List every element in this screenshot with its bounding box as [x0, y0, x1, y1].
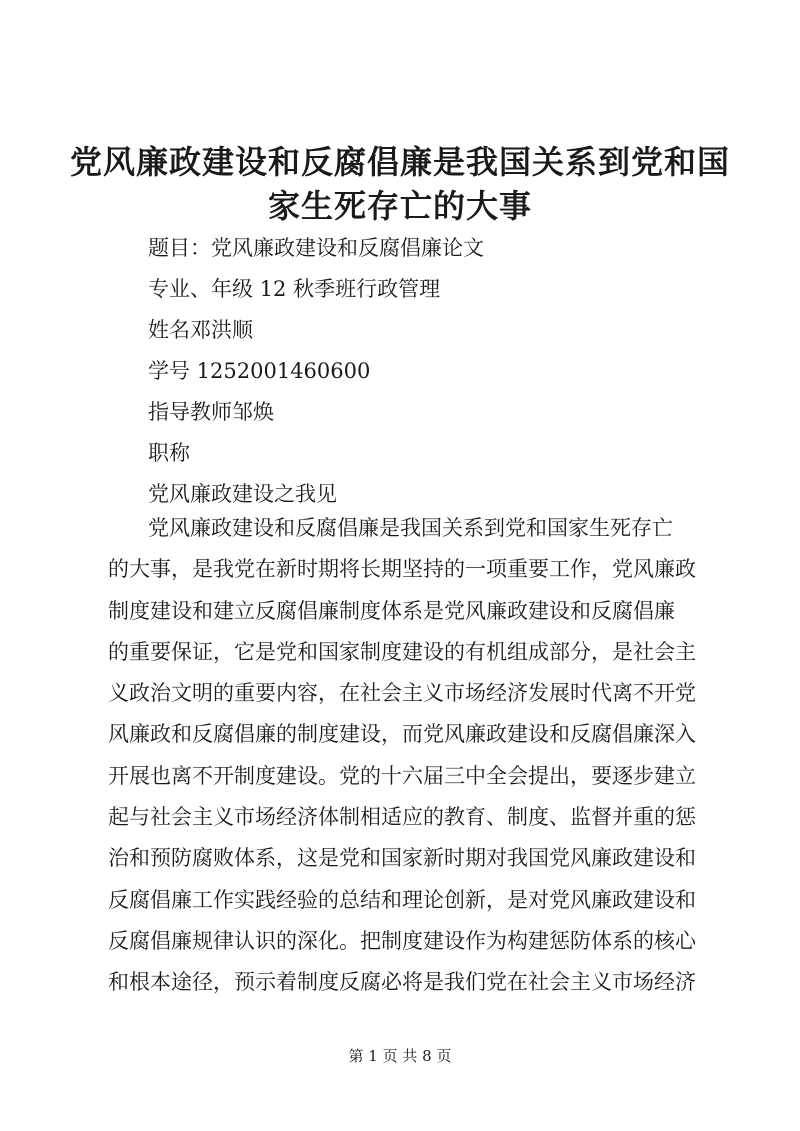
- document-title: [60, 140, 740, 228]
- body-line: 风廉政和反腐倡廉的制度建设，而党风廉政建设和反腐倡廉深入: [108, 722, 696, 747]
- body-line: 反腐倡廉工作实践经验的总结和理论创新，是对党风廉政建设和: [108, 887, 696, 912]
- body-line: 开展也离不开制度建设。党的十六届三中全会提出，要逐步建立: [108, 763, 696, 788]
- meta-topic: 题目：党风廉政建设和反腐倡廉论文: [148, 236, 484, 260]
- page-footer: 第 1 页 共 8 页: [348, 1047, 452, 1065]
- body-line: 的重要保证，它是党和国家制度建设的有机组成部分，是社会主: [108, 639, 696, 664]
- body-paragraph: [108, 508, 698, 1004]
- meta-student-id: 学号 1252001460600: [148, 359, 371, 383]
- meta-major-grade: 专业、年级 12 秋季班行政管理: [148, 277, 441, 301]
- title-line-1: 党风廉政建设和反腐倡廉是我国关系到党和国: [69, 143, 730, 181]
- meta-title-rank: 职称: [148, 441, 190, 465]
- body-line: 义政治文明的重要内容，在社会主义市场经济发展时代离不开党: [108, 681, 696, 706]
- body-line: 的大事，是我党在新时期将长期坚持的一项重要工作，党风廉政: [108, 557, 696, 582]
- document-meta: [148, 228, 484, 515]
- body-line: 反腐倡廉规律认识的深化。把制度建设作为构建惩防体系的核心: [108, 928, 696, 953]
- body-line: 和根本途径，预示着制度反腐必将是我们党在社会主义市场经济: [108, 970, 696, 995]
- section-heading: 党风廉政建设之我见: [148, 482, 337, 506]
- meta-advisor: 指导教师邹焕: [148, 400, 274, 424]
- body-line: 治和预防腐败体系，这是党和国家新时期对我国党风廉政建设和: [108, 846, 696, 871]
- title-line-2: 家生死存亡的大事: [267, 187, 532, 225]
- body-line: 制度建设和建立反腐倡廉制度体系是党风廉政建设和反腐倡廉: [108, 598, 675, 623]
- body-line: 起与社会主义市场经济体制相适应的教育、制度、监督并重的惩: [108, 805, 696, 830]
- meta-name: 姓名邓洪顺: [148, 318, 253, 342]
- body-line: 党风廉政建设和反腐倡廉是我国关系到党和国家生死存亡: [148, 516, 673, 540]
